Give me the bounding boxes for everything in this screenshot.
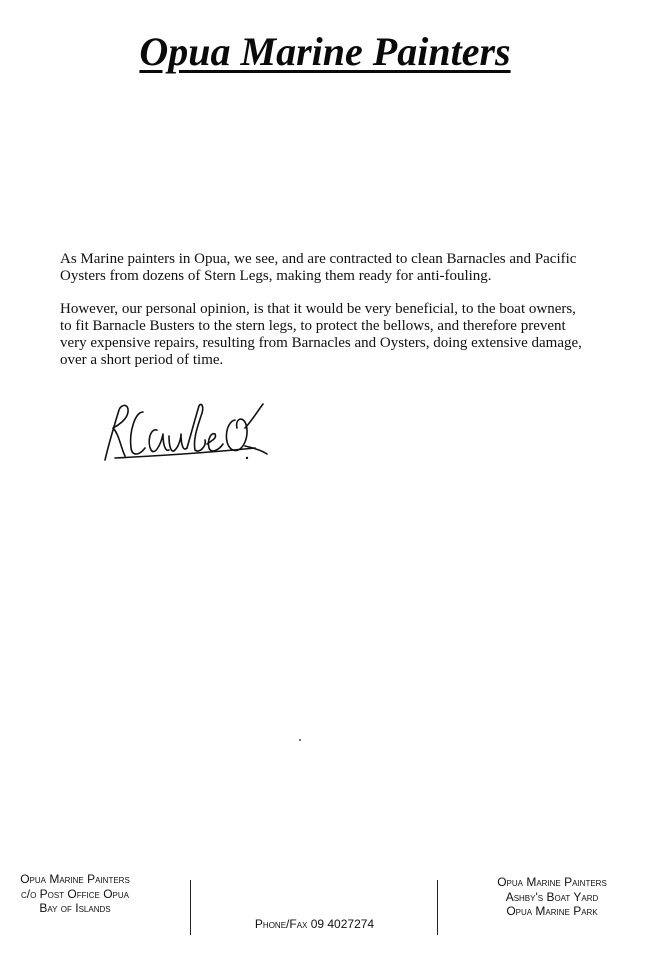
footer-divider-left	[190, 880, 191, 935]
letterhead-title: Opua Marine Painters	[139, 29, 511, 74]
footer-yard-line: Ashby's Boat Yard	[505, 889, 599, 904]
footer-region-line: Bay of Islands	[39, 901, 111, 915]
footer-divider-right	[437, 880, 438, 935]
body-paragraph: However, our personal opinion, is that it would be very beneficial, to the boat owners, to fit Barnacle Busters to the stern legs, to protect the bellows, and therefore prevent very expensive repairs, resulting from Barnacles and Oysters, doing extensive damage, over a short period of time.	[60, 301, 582, 368]
footer-company-name: Opua Marine Painters	[497, 875, 607, 889]
footer-postal-line: c/o Post Office Opua	[20, 886, 129, 901]
body-paragraph: As Marine painters in Opua, we see, and are contracted to clean Barnacles and Pacific Oysters from dozens of Stern Legs, making them ready for anti-fouling.	[60, 251, 577, 284]
footer-address-right	[482, 875, 622, 919]
handwritten-signature	[95, 398, 270, 473]
footer-address-left	[0, 872, 150, 916]
footer-company-name: Opua Marine Painters	[20, 872, 130, 886]
footer-park-line: Opua Marine Park	[506, 904, 598, 918]
footer-phone: Phone/Fax 09 4027274	[254, 917, 375, 931]
scan-speck	[299, 739, 301, 741]
